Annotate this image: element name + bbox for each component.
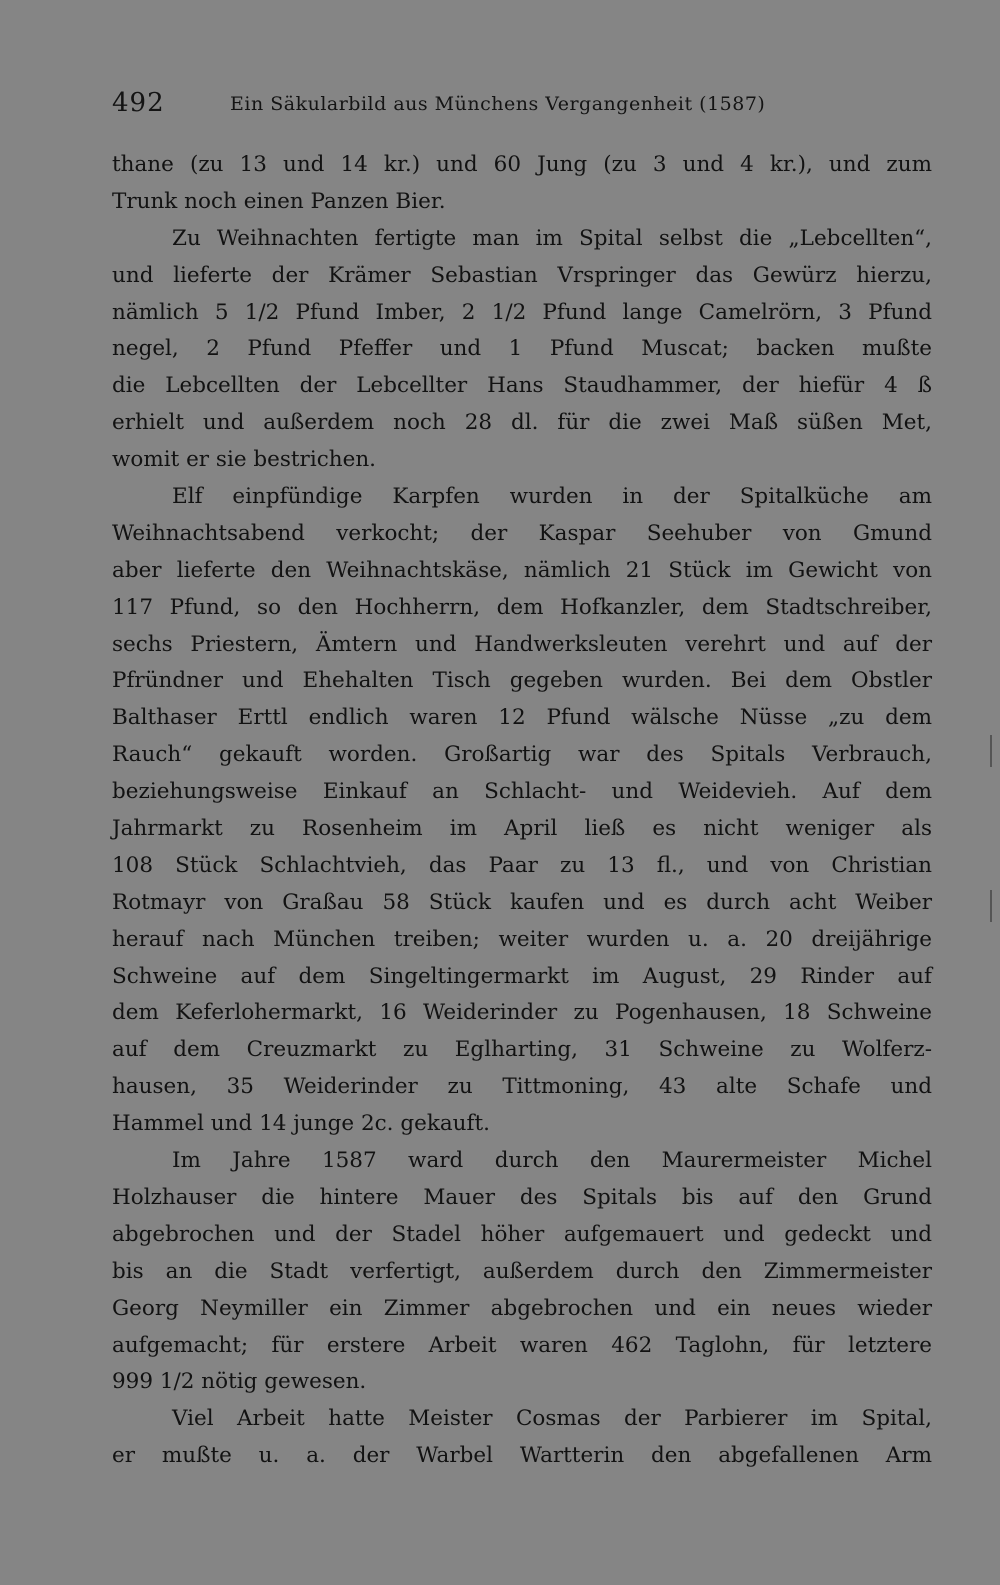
text-line: Weihnachtsabend verkocht; der Kaspar Seehuber von Gmund: [112, 520, 932, 546]
text-line: Elf einpfündige Karpfen wurden in der Spitalküche am: [172, 484, 932, 510]
text-line: Balthaser Erttl endlich waren 12 Pfund wälsche Nüsse „zu dem: [112, 705, 932, 731]
text-line: sechs Priestern, Ämtern und Handwerksleuten verehrt und auf der: [112, 631, 932, 657]
text-line: erhielt und außerdem noch 28 dl. für die zwei Maß süßen Met,: [112, 410, 932, 436]
text-line: Hammel und 14 junge 2c. gekauft.: [112, 1111, 490, 1137]
scan-margin-mark: [990, 890, 992, 922]
text-line: Rotmayr von Graßau 58 Stück kaufen und es durch acht Weiber: [112, 889, 932, 915]
text-line: 117 Pfund, so den Hochherrn, dem Hofkanzler, dem Stadtschreiber,: [112, 594, 932, 620]
text-line: er mußte u. a. der Warbel Wartterin den abgefallenen Arm: [112, 1443, 932, 1469]
text-line: womit er sie bestrichen.: [112, 447, 376, 473]
text-line: beziehungsweise Einkauf an Schlacht- und Weidevieh. Auf dem: [112, 779, 932, 805]
text-line: nämlich 5 1/2 Pfund Imber, 2 1/2 Pfund lange Camelrörn, 3 Pfund: [112, 299, 932, 325]
text-line: Jahrmarkt zu Rosenheim im April ließ es nicht weniger als: [112, 816, 932, 842]
text-line: 108 Stück Schlachtvieh, das Paar zu 13 fl., und von Christian: [112, 852, 932, 878]
text-line: aufgemacht; für erstere Arbeit waren 462 Taglohn, für letztere: [112, 1332, 932, 1358]
text-line: bis an die Stadt verfertigt, außerdem durch den Zimmermeister: [112, 1258, 932, 1284]
text-line: Rauch“ gekauft worden. Großartig war des Spitals Verbrauch,: [112, 742, 932, 768]
text-line: die Lebcellten der Lebcellter Hans Staudhammer, der hiefür 4 ß: [112, 373, 932, 399]
text-line: und lieferte der Krämer Sebastian Vrspringer das Gewürz hierzu,: [112, 262, 932, 288]
text-line: hausen, 35 Weiderinder zu Tittmoning, 43 alte Schafe und: [112, 1074, 932, 1100]
text-line: Pfründner und Ehehalten Tisch gegeben wurden. Bei dem Obstler: [112, 668, 932, 694]
text-line: Schweine auf dem Singeltingermarkt im August, 29 Rinder auf: [112, 963, 932, 989]
text-line: Zu Weihnachten fertigte man im Spital selbst die „Lebcellten“,: [172, 225, 932, 251]
text-line: Georg Neymiller ein Zimmer abgebrochen und ein neues wieder: [112, 1295, 932, 1321]
page-header: [112, 88, 932, 128]
text-line: Holzhauser die hintere Mauer des Spitals bis auf den Grund: [112, 1184, 932, 1210]
text-line: aber lieferte den Weihnachtskäse, nämlich 21 Stück im Gewicht von: [112, 557, 932, 583]
text-line: auf dem Creuzmarkt zu Eglharting, 31 Schweine zu Wolferz-: [112, 1037, 932, 1063]
text-line: dem Keferlohermarkt, 16 Weiderinder zu Pogenhausen, 18 Schweine: [112, 1000, 932, 1026]
text-line: negel, 2 Pfund Pfeffer und 1 Pfund Muscat; backen mußte: [112, 336, 932, 362]
text-line: Trunk noch einen Panzen Bier.: [112, 188, 446, 214]
text-line: Viel Arbeit hatte Meister Cosmas der Parbierer im Spital,: [172, 1406, 932, 1432]
text-line: thane (zu 13 und 14 kr.) und 60 Jung (zu 3 und 4 kr.), und zum: [112, 152, 932, 177]
text-line: 999 1/2 nötig gewesen.: [112, 1369, 367, 1395]
text-line: Im Jahre 1587 ward durch den Maurermeister Michel: [172, 1148, 932, 1174]
running-title: Ein Säkularbild aus Münchens Vergangenheit (1587): [230, 93, 766, 115]
page-number: 492: [112, 88, 165, 118]
scan-margin-mark: [990, 735, 992, 767]
body-text: [112, 147, 932, 1475]
text-line: abgebrochen und der Stadel höher aufgemauert und gedeckt und: [112, 1221, 932, 1247]
text-line: herauf nach München treiben; weiter wurden u. a. 20 dreijährige: [112, 926, 932, 952]
